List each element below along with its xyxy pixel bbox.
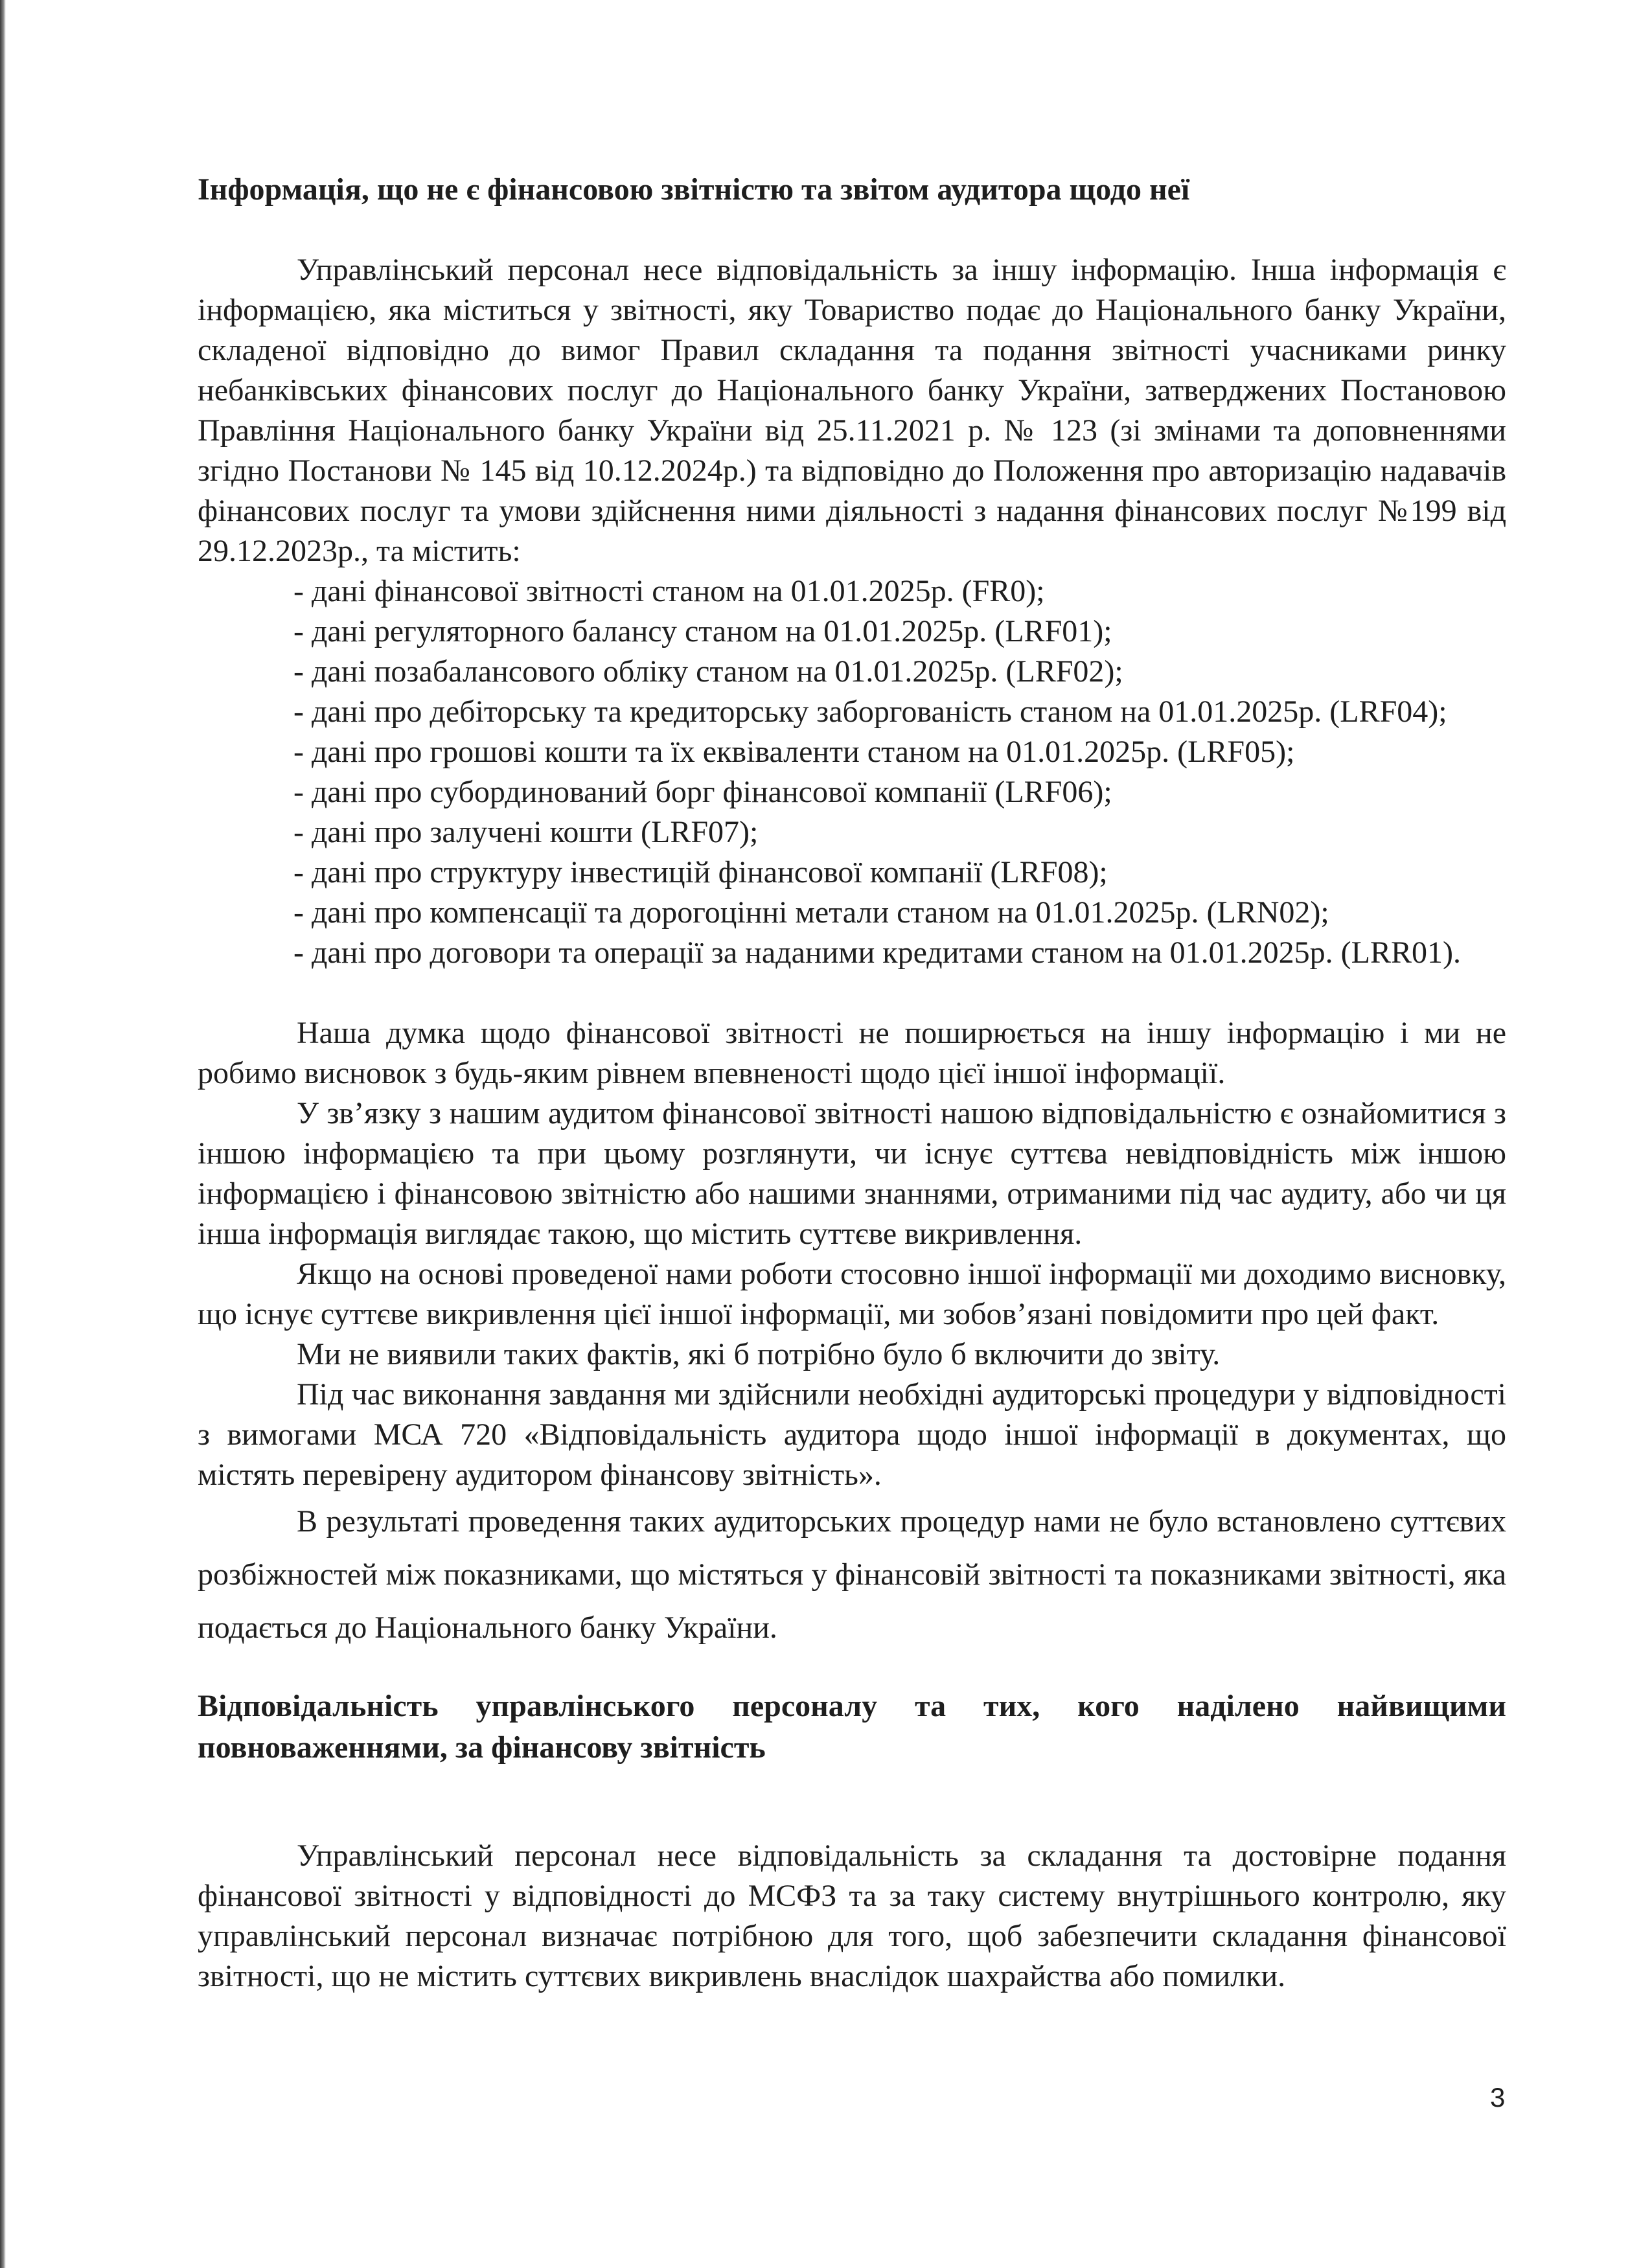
paragraph-management-responsibility: Управлінський персонал несе відповідальність за складання та достовірне подання фінансової звітності у відповідності до МСФЗ та за таку систему внутрішнього контролю, яку управлінський персонал визначає потрібною для того, щоб забезпечити складання фінансової звітності, що не містить суттєвих викривлень внаслідок шахрайства або помилки. bbox=[198, 1838, 1506, 1993]
list-item: - дані про субординований борг фінансової компанії (LRF06); bbox=[293, 775, 1112, 809]
list-item: - дані про залучені кошти (LRF07); bbox=[293, 815, 759, 849]
paragraph-misstatement-reporting: Якщо на основі проведеної нами роботи стосовно іншої інформації ми доходимо висновку, що існує суттєве викривлення цієї іншої інформації, ми зобов’язані повідомити про цей факт. bbox=[198, 1257, 1506, 1331]
scan-edge-shadow bbox=[0, 0, 6, 2268]
page-number: 3 bbox=[1490, 2082, 1506, 2113]
paragraph-opinion-scope: Наша думка щодо фінансової звітності не поширюється на іншу інформацію і ми не робимо висновок з будь-яким рівнем впевненості щодо цієї іншої інформації. bbox=[198, 1016, 1506, 1090]
paragraph-auditor-responsibility: У зв’язку з нашим аудитом фінансової звітності нашою відповідальністю є ознайомитися з іншою інформацією та при цьому розглянути, чи існує суттєва невідповідність між іншою інформацією і фінансовою звітністю або нашими знаннями, отриманими під час аудиту, або чи ця інша інформація виглядає такою, що містить суттєве викривлення. bbox=[198, 1096, 1506, 1251]
section-heading-management-responsibility: Відповідальність управлінського персоналу та тих, кого наділено найвищими повноваженнями, за фінансову звітність bbox=[198, 1689, 1506, 1765]
reporting-forms-list bbox=[198, 571, 1506, 973]
section-heading-other-information: Інформація, що не є фінансовою звітністю та звітом аудитора щодо неї bbox=[198, 172, 1190, 207]
list-item: - дані регуляторного балансу станом на 01.01.2025р. (LRF01); bbox=[293, 614, 1112, 648]
paragraph-procedure-results: В результаті проведення таких аудиторських процедур нами не було встановлено суттєвих розбіжностей між показниками, що містяться у фінансовій звітності та показниками звітності, яка подається до Національного банку України. bbox=[198, 1504, 1506, 1645]
list-item: - дані про договори та операції за наданими кредитами станом на 01.01.2025р. (LRR01). bbox=[293, 935, 1461, 970]
list-item: - дані про грошові кошти та їх еквіваленти станом на 01.01.2025р. (LRF05); bbox=[293, 735, 1295, 769]
paragraph-other-information-intro: Управлінський персонал несе відповідальність за іншу інформацію. Інша інформація є інформацією, яка міститься у звітності, яку Товариство подає до Національного банку України, складеної відповідно до вимог Правил складання та подання звітності учасниками ринку небанківських фінансових послуг до Національного банку України, затверджених Постановою Правління Національного банку України від 25.11.2021 р. № 123 (зі змінами та доповненнями згідно Постанови № 145 від 10.12.2024р.) та відповідно до Положення про авторизацію надавачів фінансових послуг та умови здійснення ними діяльності з надання фінансових послуг №199 від 29.12.2023р., та містить: bbox=[198, 253, 1506, 568]
list-item: - дані про компенсації та дорогоцінні метали станом на 01.01.2025р. (LRN02); bbox=[293, 895, 1329, 930]
list-item: - дані фінансової звітності станом на 01.01.2025р. (FR0); bbox=[293, 574, 1045, 608]
paragraph-no-facts-found: Ми не виявили таких фактів, які б потрібно було б включити до звіту. bbox=[297, 1337, 1221, 1371]
list-item: - дані про структуру інвестицій фінансової компанії (LRF08); bbox=[293, 855, 1108, 889]
paragraph-isa-720-procedures: Під час виконання завдання ми здійснили необхідні аудиторські процедури у відповідності з вимогами МСА 720 «Відповідальність аудитора щодо іншої інформації в документах, що містять перевірену аудитором фінансову звітність». bbox=[198, 1377, 1506, 1492]
list-item: - дані про дебіторську та кредиторську заборгованість станом на 01.01.2025р. (LRF04); bbox=[293, 694, 1447, 729]
document-page bbox=[198, 170, 1506, 1997]
list-item: - дані позабалансового обліку станом на 01.01.2025р. (LRF02); bbox=[293, 654, 1123, 689]
